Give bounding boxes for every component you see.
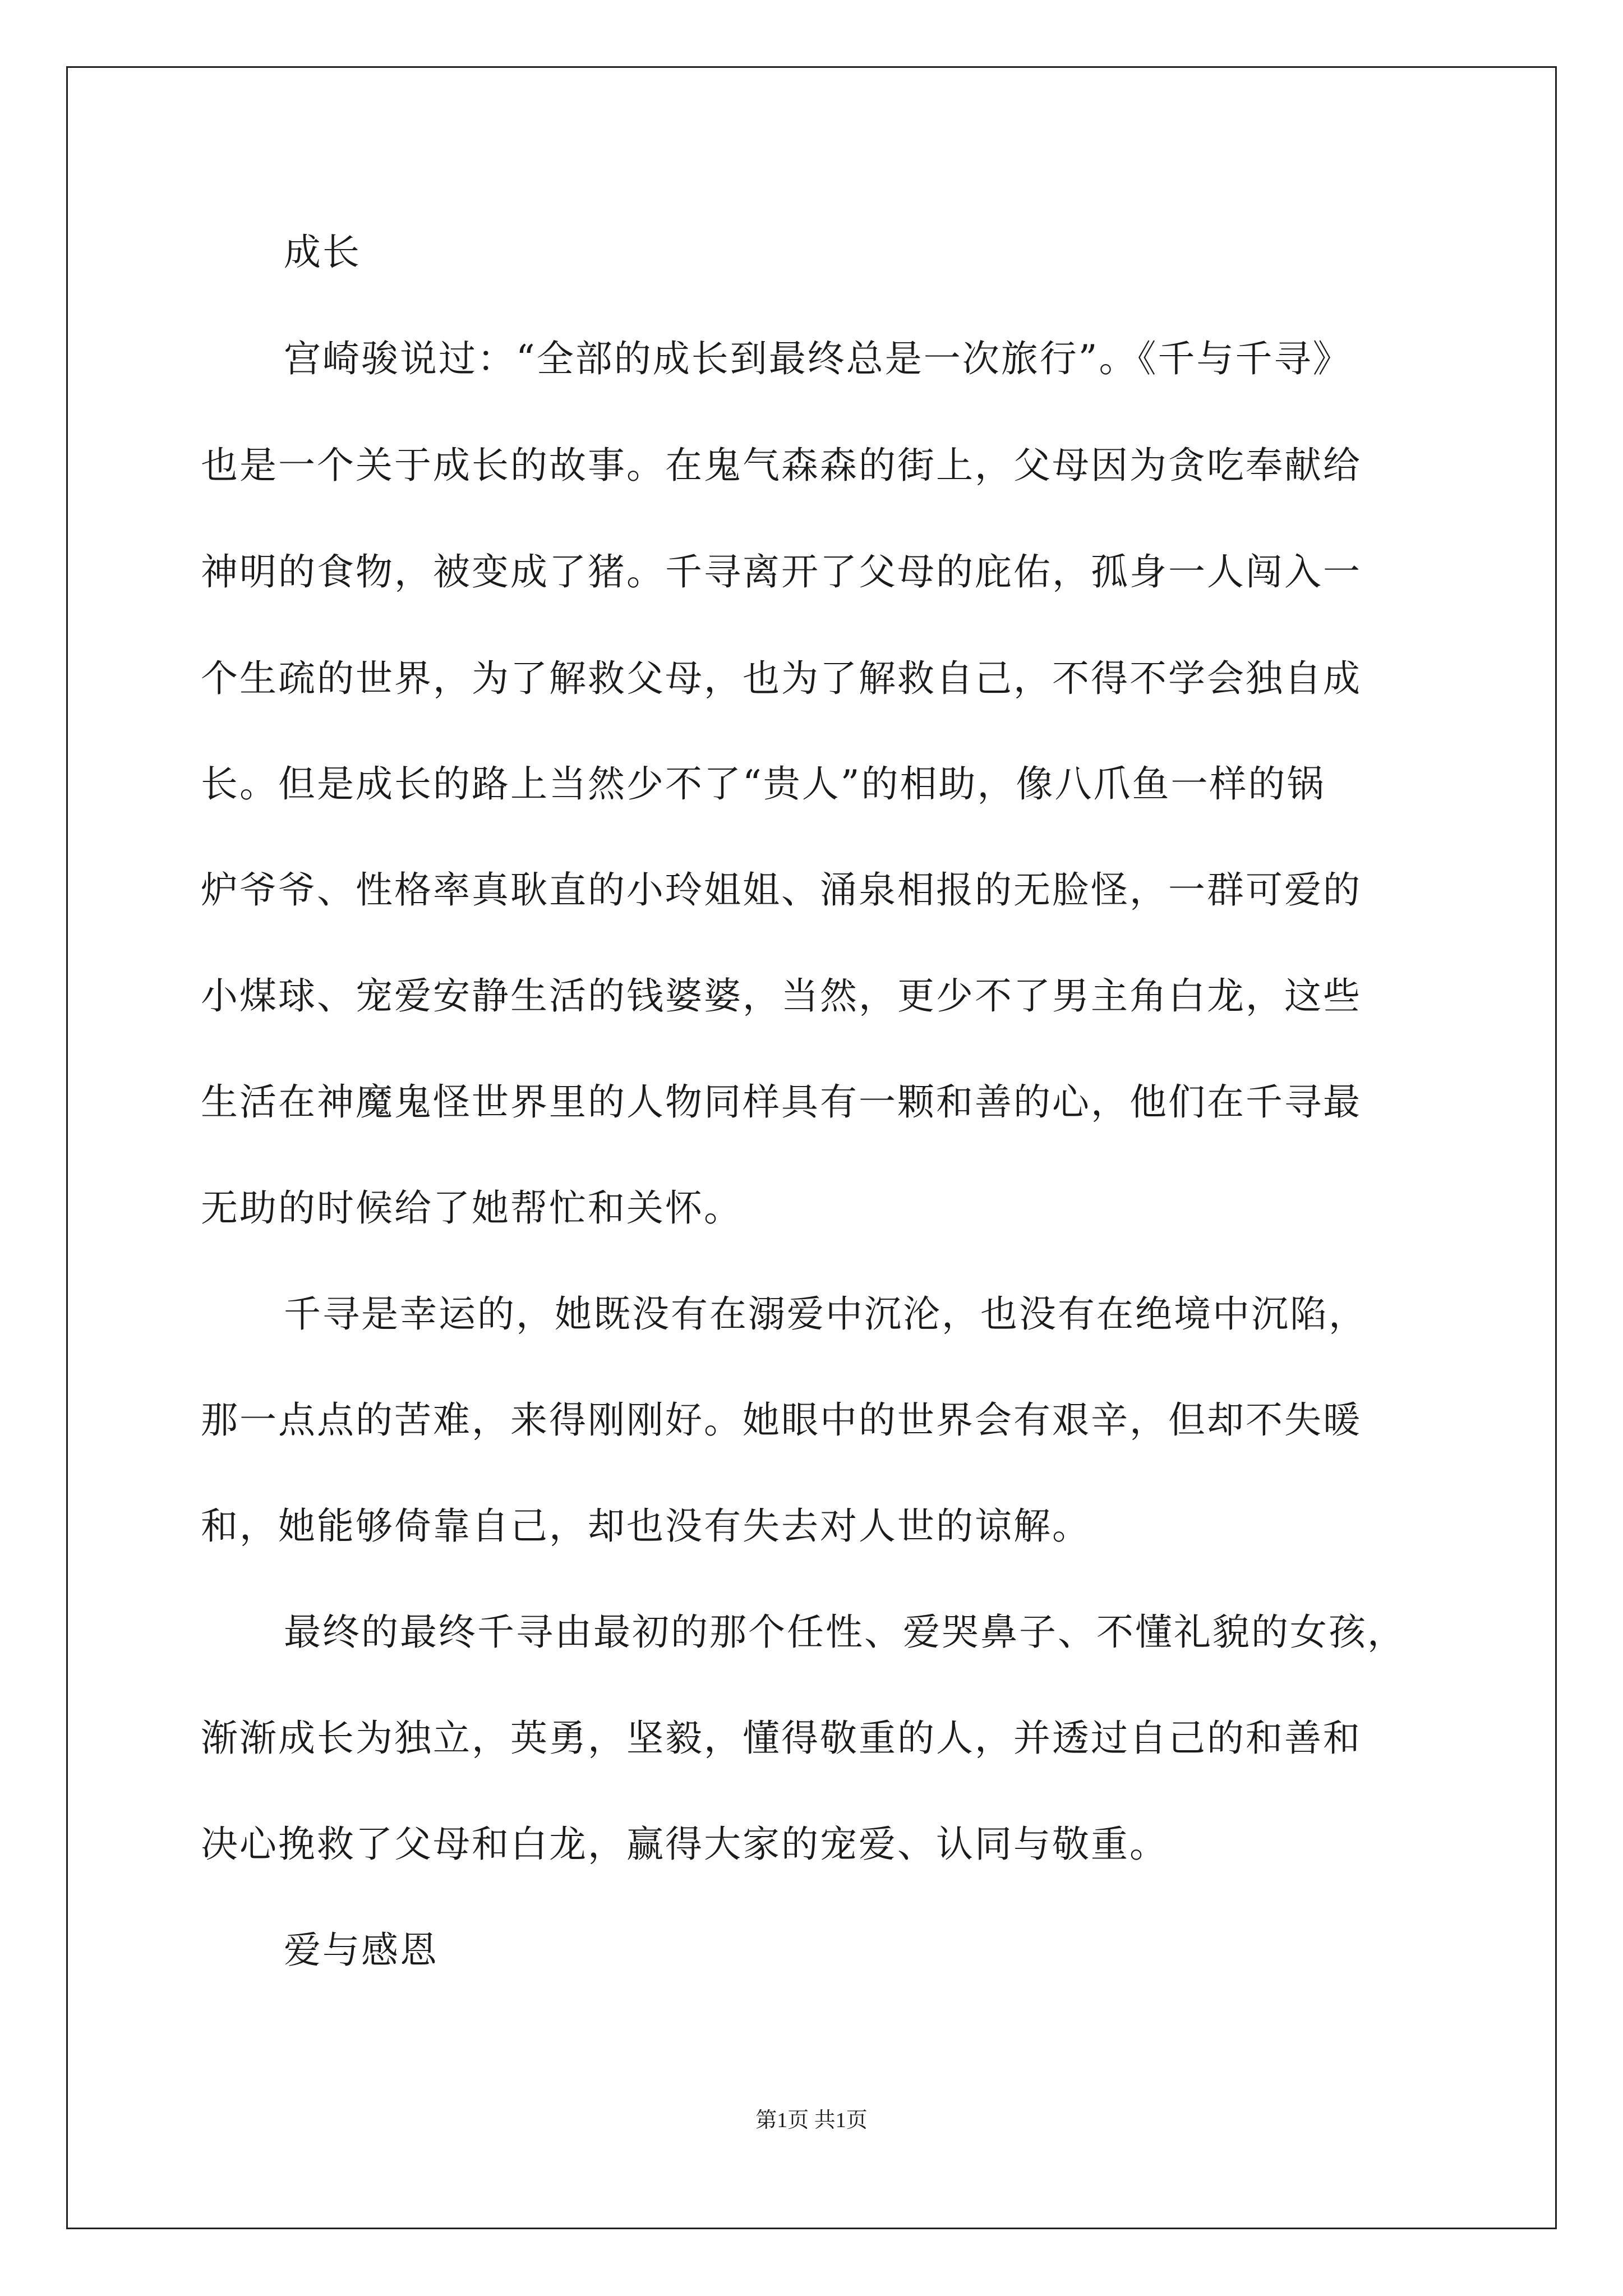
paragraph-line: 长。但是成长的路上当然少不了“贵人”的相助，像八爪鱼一样的锅 [201,762,1326,806]
paragraph-line: 渐渐成长为独立，英勇，坚毅，懂得敬重的人，并透过自己的和善和 [201,1717,1362,1760]
paragraph-line: 决心挽救了父母和白龙，赢得大家的宠爱、认同与敬重。 [201,1823,1168,1866]
paragraph-line: 那一点点的苦难，来得刚刚好。她眼中的世界会有艰辛，但却不失暖 [201,1398,1362,1442]
paragraph-line: 千寻是幸运的，她既没有在溺爱中沉沦，也没有在绝境中沉陷， [284,1292,1367,1336]
page-border [66,66,1557,2229]
paragraph-line: 生活在神魔鬼怪世界里的人物同样具有一颗和善的心，他们在千寻最 [201,1080,1362,1124]
paragraph-line: 也是一个关于成长的故事。在鬼气森森的街上，父母因为贪吃奉献给 [201,444,1362,487]
page-footer: 第1页 共1页 [755,2109,868,2132]
paragraph-line: 个生疏的世界，为了解救父母，也为了解救自己，不得不学会独自成 [201,657,1362,700]
section-heading-love-gratitude: 爱与感恩 [284,1929,439,1972]
paragraph-line: 宫崎骏说过：“全部的成长到最终总是一次旅行”。《千与千寻》 [284,337,1352,380]
paragraph-line: 炉爷爷、性格率真耿直的小玲姐姐、涌泉相报的无脸怪，一群可爱的 [201,868,1362,912]
paragraph-line: 无助的时候给了她帮忙和关怀。 [201,1186,743,1230]
section-heading-growth: 成长 [284,231,361,274]
paragraph-line: 神明的食物，被变成了猪。千寻离开了父母的庇佑，孤身一人闯入一 [201,550,1362,593]
paragraph-line: 小煤球、宠爱安静生活的钱婆婆，当然，更少不了男主角白龙，这些 [201,974,1362,1018]
paragraph-line: 和，她能够倚靠自己，却也没有失去对人世的谅解。 [201,1504,1091,1548]
paragraph-line: 最终的最终千寻由最初的那个任性、爱哭鼻子、不懂礼貌的女孩， [284,1611,1406,1654]
